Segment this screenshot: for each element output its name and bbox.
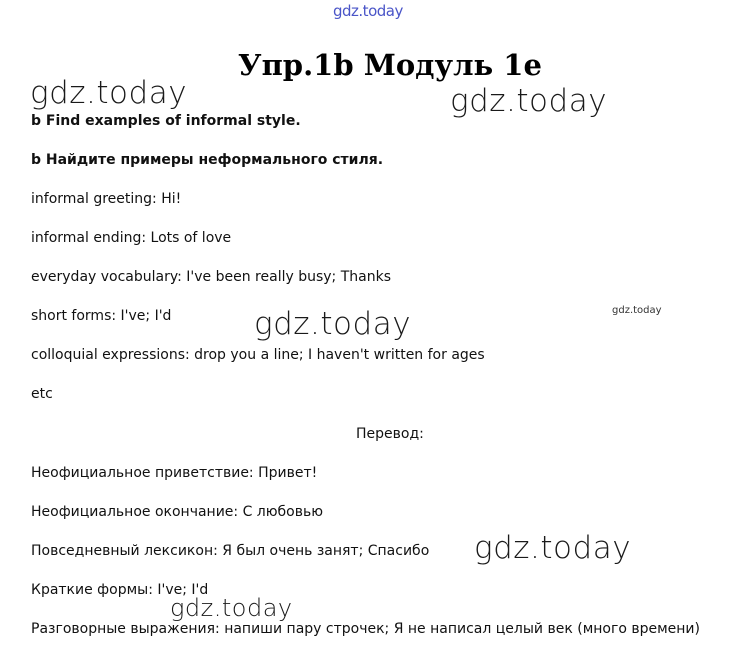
answer-ending: informal ending: Lots of love xyxy=(31,230,232,246)
watermark-top: gdz.today xyxy=(333,2,403,20)
watermark-5: gdz.today xyxy=(170,594,293,622)
translation-greeting: Неофициальное приветствие: Привет! xyxy=(31,465,318,481)
watermark-3: gdz.today xyxy=(254,306,412,342)
translation-vocabulary: Повседневный лексикон: Я был очень занят; Спасибо xyxy=(31,543,430,559)
answer-etc: etc xyxy=(31,386,53,402)
translation-heading: Перевод: xyxy=(356,426,424,442)
translation-short-forms: Краткие формы: I've; I'd xyxy=(31,582,209,598)
translation-ending: Неофициальное окончание: С любовью xyxy=(31,504,324,520)
translation-colloquial: Разговорные выражения: напиши пару строчек; Я не написал целый век (много времени) xyxy=(31,621,700,637)
page-title: Упр.1b Модуль 1e xyxy=(238,48,542,82)
task-en: b Find examples of informal style. xyxy=(31,113,301,129)
answer-greeting: informal greeting: Hi! xyxy=(31,191,182,207)
watermark-small: gdz.today xyxy=(612,305,662,316)
task-ru: b Найдите примеры неформального стиля. xyxy=(31,152,384,168)
answer-short-forms: short forms: I've; I'd xyxy=(31,308,172,324)
watermark-1: gdz.today xyxy=(30,75,188,111)
watermark-2: gdz.today xyxy=(450,83,608,119)
answer-vocabulary: everyday vocabulary: I've been really busy; Thanks xyxy=(31,269,392,285)
watermark-4: gdz.today xyxy=(474,530,632,566)
answer-colloquial: colloquial expressions: drop you a line; I haven't written for ages xyxy=(31,347,485,363)
